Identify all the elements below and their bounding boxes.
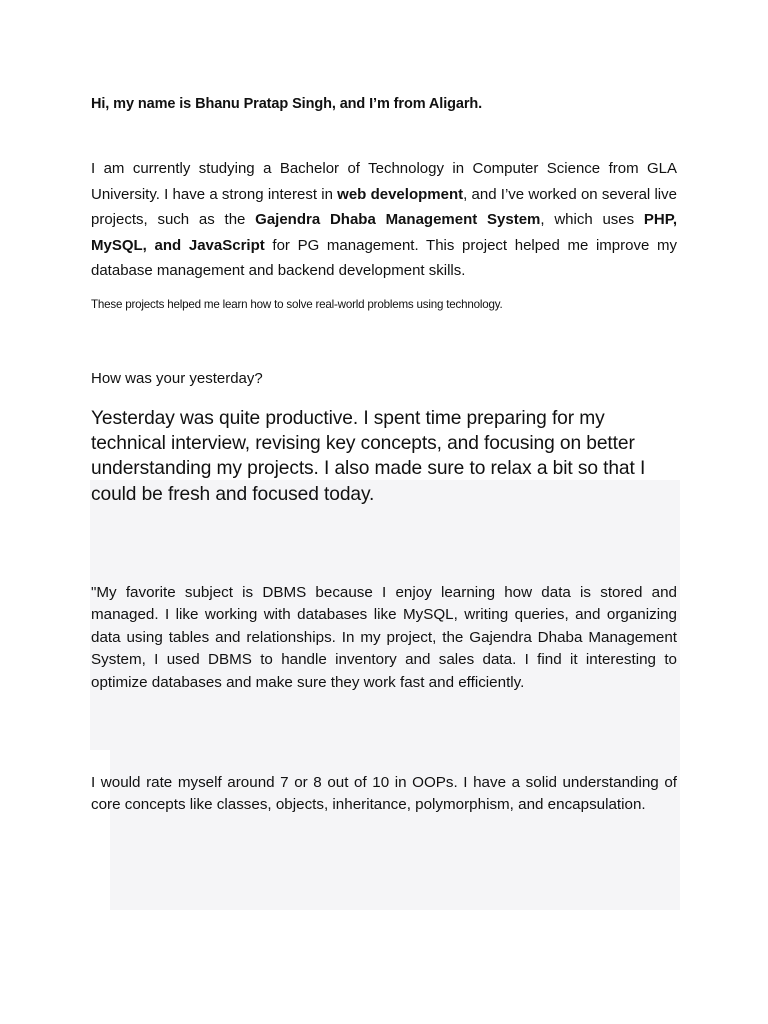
intro-heading: Hi, my name is Bhanu Pratap Singh, and I’m from Aligarh. <box>91 96 483 112</box>
intro-text-2: , and I’ve worked on several live projects, such as the <box>91 185 677 228</box>
intro-text-1: I am currently studying a Bachelor of Technology in Computer Science from GLA University. I have a strong interest in <box>91 160 677 203</box>
intro-text-3: , which uses <box>540 211 644 228</box>
question-yesterday: How was your yesterday? <box>91 370 263 387</box>
intro-bold-web-development: web development <box>337 185 464 203</box>
intro-paragraph <box>91 156 677 284</box>
projects-note: These projects helped me learn how to solve real-world problems using technology. <box>91 298 503 311</box>
answer-favorite-subject: "My favorite subject is DBMS because I enjoy learning how data is stored and managed. I like working with databases like MySQL, writing queries, and organizing data using tables and relationships. In my project, the Gajendra Dhaba Management System, I used DBMS to handle inventory and sales data. I find it interesting to optimize databases and make sure they work fast and efficiently. <box>91 584 677 691</box>
intro-text-4: for PG management. This project helped me improve my database management and backend development skills. <box>91 236 677 279</box>
answer-yesterday: Yesterday was quite productive. I spent time preparing for my technical interview, revising key concepts, and focusing on better understanding my projects. I also made sure to relax a bit so that I could be fresh and focused today. <box>91 408 646 505</box>
intro-bold-tech-stack: PHP, MySQL, and JavaScript <box>91 211 677 254</box>
answer-oops-rating: I would rate myself around 7 or 8 out of 10 in OOPs. I have a solid understanding of core concepts like classes, objects, inheritance, polymorphism, and encapsulation. <box>91 774 677 814</box>
intro-bold-project-name: Gajendra Dhaba Management System <box>255 211 541 228</box>
